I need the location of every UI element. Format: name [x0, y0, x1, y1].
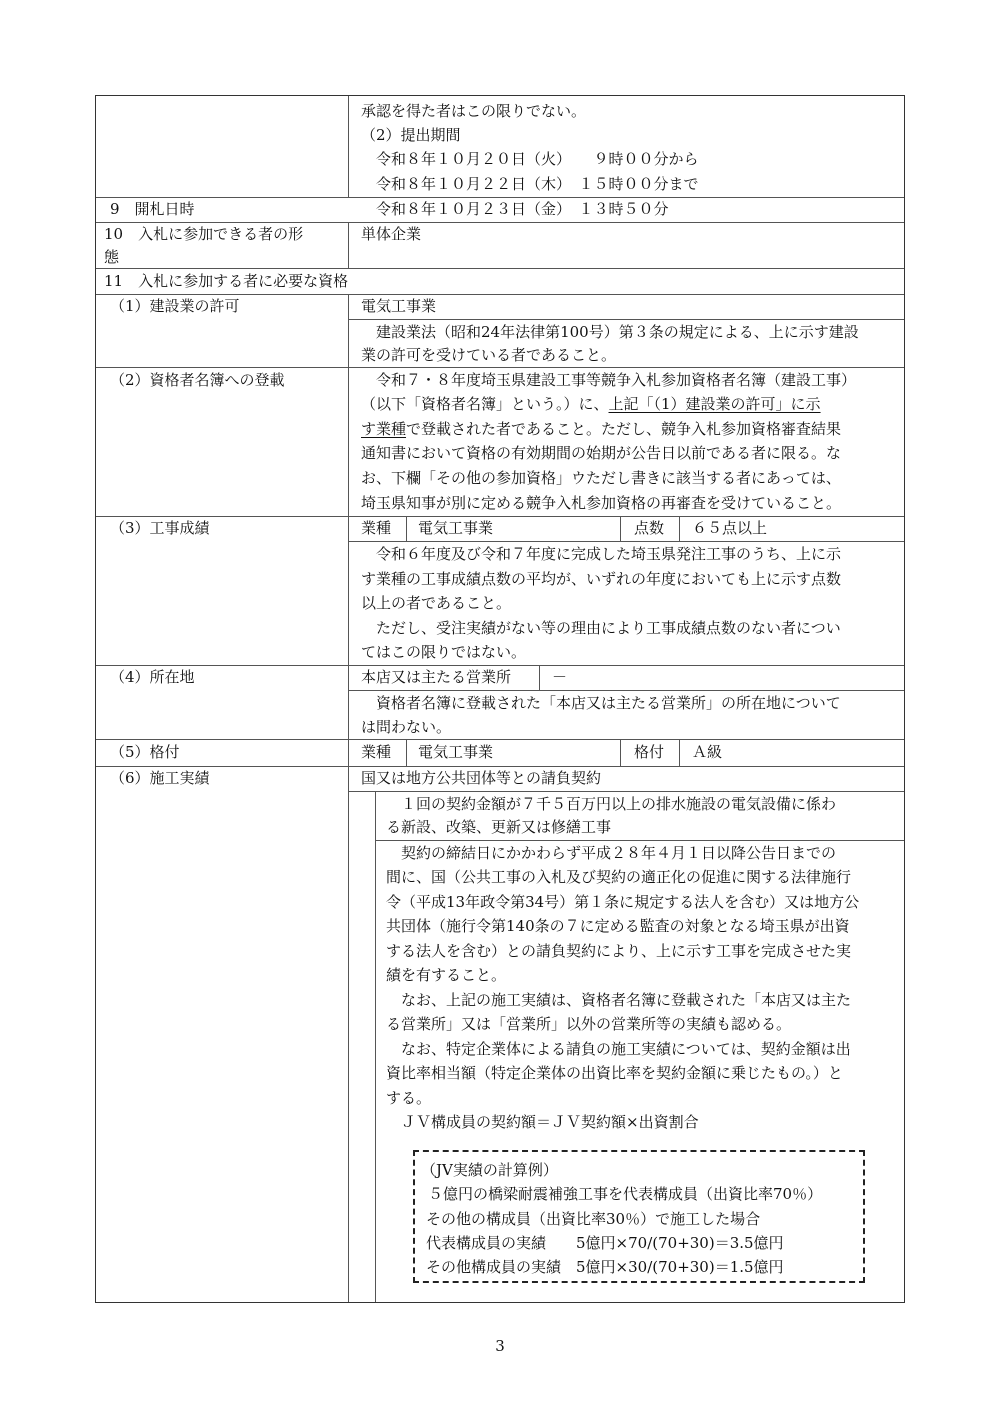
q5-grade-label: 格付: [634, 743, 665, 761]
item9-label: 9 開札日時: [110, 200, 195, 218]
q3-type-value: 電気工事業: [418, 519, 494, 537]
text-line: なお、特定企業体による請負の施工実績については、契約金額は出: [401, 1040, 851, 1058]
text-segment: で登載された者であること。ただし、競争入札参加資格審査結果: [406, 420, 842, 438]
q5-type-value: 電気工事業: [418, 743, 494, 761]
q5-type-label: 業種: [361, 743, 392, 761]
row-divider: [96, 367, 904, 368]
text-line: 間に、国（公共工事の入札及び契約の適正化の促進に関する法律施行: [386, 868, 852, 886]
text-line: 令和６年度及び令和７年度に完成した埼玉県発注工事のうち、上に示: [376, 545, 842, 563]
underlined-text: す業種: [361, 420, 407, 438]
sub-divider: [348, 541, 904, 542]
item10-value: 単体企業: [361, 225, 422, 243]
text-line: る新設、改築、更新又は修繕工事: [386, 818, 612, 836]
text-line: お、下欄「その他の参加資格」ウただし書きに該当する者にあっては、: [361, 469, 841, 487]
q4-office-value: －: [552, 668, 568, 686]
q4-office-label: 本店又は主たる営業所: [361, 668, 512, 686]
text-line: 承認を得た者はこの限りでない。: [361, 102, 587, 120]
q3-score-label: 点数: [634, 519, 665, 537]
text-line: る営業所」又は「営業所」以外の営業所等の実績も認める。: [386, 1015, 792, 1033]
col-divider: [348, 96, 349, 197]
q1-label: （1）建設業の許可: [110, 297, 240, 315]
text-line: 資格者名簿に登載された「本店又は主たる営業所」の所在地について: [376, 694, 841, 712]
col-divider: [620, 516, 621, 541]
formula: ＪＶ構成員の契約額＝ＪＶ契約額×出資割合: [401, 1113, 699, 1131]
col-divider: [348, 294, 349, 1302]
text-line: する。: [386, 1089, 432, 1107]
text-line: 通知書において資格の有効期間の始期が公告日以前である者に限る。な: [361, 444, 842, 462]
text-line: は問わない。: [361, 718, 452, 736]
col-divider: [406, 516, 407, 541]
text-line: 業の許可を受けている者であること。: [361, 346, 617, 364]
text-line: なお、上記の施工実績は、資格者名簿に登載された「本店又は主た: [401, 991, 852, 1009]
col-divider: [348, 222, 349, 268]
row-divider: [96, 739, 904, 740]
col-divider: [539, 665, 540, 690]
text-line: ただし、受注実績がない等の理由により工事成績点数のない者につい: [376, 619, 841, 637]
q6-label: （6）施工実績: [110, 769, 210, 787]
q6-head: 国又は地方公共団体等との請負契約: [361, 769, 602, 787]
text-line: 績を有すること。: [386, 966, 507, 984]
text-line: てはこの限りではない。: [361, 643, 527, 661]
text-line: 契約の締結日にかかわらず平成２８年４月１日以降公告日までの: [401, 844, 837, 862]
text-line: [361, 418, 841, 440]
text-line: 令和７・８年度埼玉県建設工事等競争入札参加資格者名簿（建設工事）: [376, 371, 857, 389]
text-line: 以上の者であること。: [361, 594, 512, 612]
col-divider: [375, 791, 376, 1302]
col-divider: [679, 739, 680, 766]
q5-label: （5）格付: [110, 743, 180, 761]
requirements-table: [95, 95, 905, 1303]
q3-score-value: ６５点以上: [692, 519, 768, 537]
text-line: 建設業法（昭和24年法律第100号）第３条の規定による、上に示す建設: [376, 323, 859, 341]
text-line: 令和８年１０月２０日（火） ９時００分から: [376, 150, 699, 168]
text-line: １回の契約金額が７千５百万円以上の排水施設の電気設備に係わ: [401, 795, 837, 813]
item10-label-cont: 態: [104, 248, 120, 266]
text-line: （2）提出期間: [361, 126, 461, 144]
q3-type-label: 業種: [361, 519, 392, 537]
q3-label: （3）工事成績: [110, 519, 210, 537]
text-line: 令和８年１０月２２日（木） １５時００分まで: [376, 175, 699, 193]
text-line: 資比率相当額（特定企業体の出資比率を契約金額に乗じたもの。）と: [386, 1064, 843, 1082]
sub-divider: [348, 319, 904, 320]
q4-label: （4）所在地: [110, 668, 195, 686]
text-line: する法人を含む）との請負契約により、上に示す工事を完成させた実: [386, 942, 852, 960]
col-divider: [679, 516, 680, 541]
item9-value: 令和８年１０月２３日（金） １３時５０分: [376, 200, 669, 218]
q5-grade-value: Ａ級: [692, 743, 723, 761]
sub-divider: [348, 690, 904, 691]
example-line: 代表構成員の実績 5億円×70/(70+30)＝3.5億円: [426, 1234, 784, 1252]
item11-label: 11 入札に参加する者に必要な資格: [104, 272, 349, 290]
col-divider: [406, 739, 407, 766]
page-number: 3: [495, 1337, 505, 1355]
example-line: その他の構成員（出資比率30％）で施工した場合: [426, 1210, 761, 1228]
q1-value: 電気工事業: [361, 297, 437, 315]
sub-divider: [348, 791, 904, 792]
example-line: ５億円の橋梁耐震補強工事を代表構成員（出資比率70％）: [428, 1185, 823, 1203]
example-title: （JV実績の計算例）: [421, 1161, 558, 1179]
text-line: 令（平成13年政令第34号）第１条に規定する法人を含む）又は地方公: [386, 893, 860, 911]
row-divider: [96, 516, 904, 517]
sub-divider: [375, 840, 904, 841]
text-line: 埼玉県知事が別に定める競争入札参加資格の再審査を受けていること。: [361, 494, 842, 512]
example-line: その他構成員の実績 5億円×30/(70+30)＝1.5億円: [426, 1258, 784, 1276]
row-divider: [96, 268, 904, 269]
text-line: す業種の工事成績点数の平均が、いずれの年度においても上に示す点数: [361, 570, 842, 588]
text-segment: （以下「資格者名簿」という。）に、: [361, 395, 609, 413]
text-line: 共団体（施行令第140条の７に定める監査の対象となる埼玉県が出資: [386, 917, 850, 935]
q2-label: （2）資格者名簿への登載: [110, 371, 285, 389]
col-divider: [620, 739, 621, 766]
underlined-text: 上記「（1）建設業の許可」に示: [608, 395, 821, 413]
text-line: [361, 393, 821, 415]
item10-label: 10 入札に参加できる者の形: [104, 225, 304, 243]
